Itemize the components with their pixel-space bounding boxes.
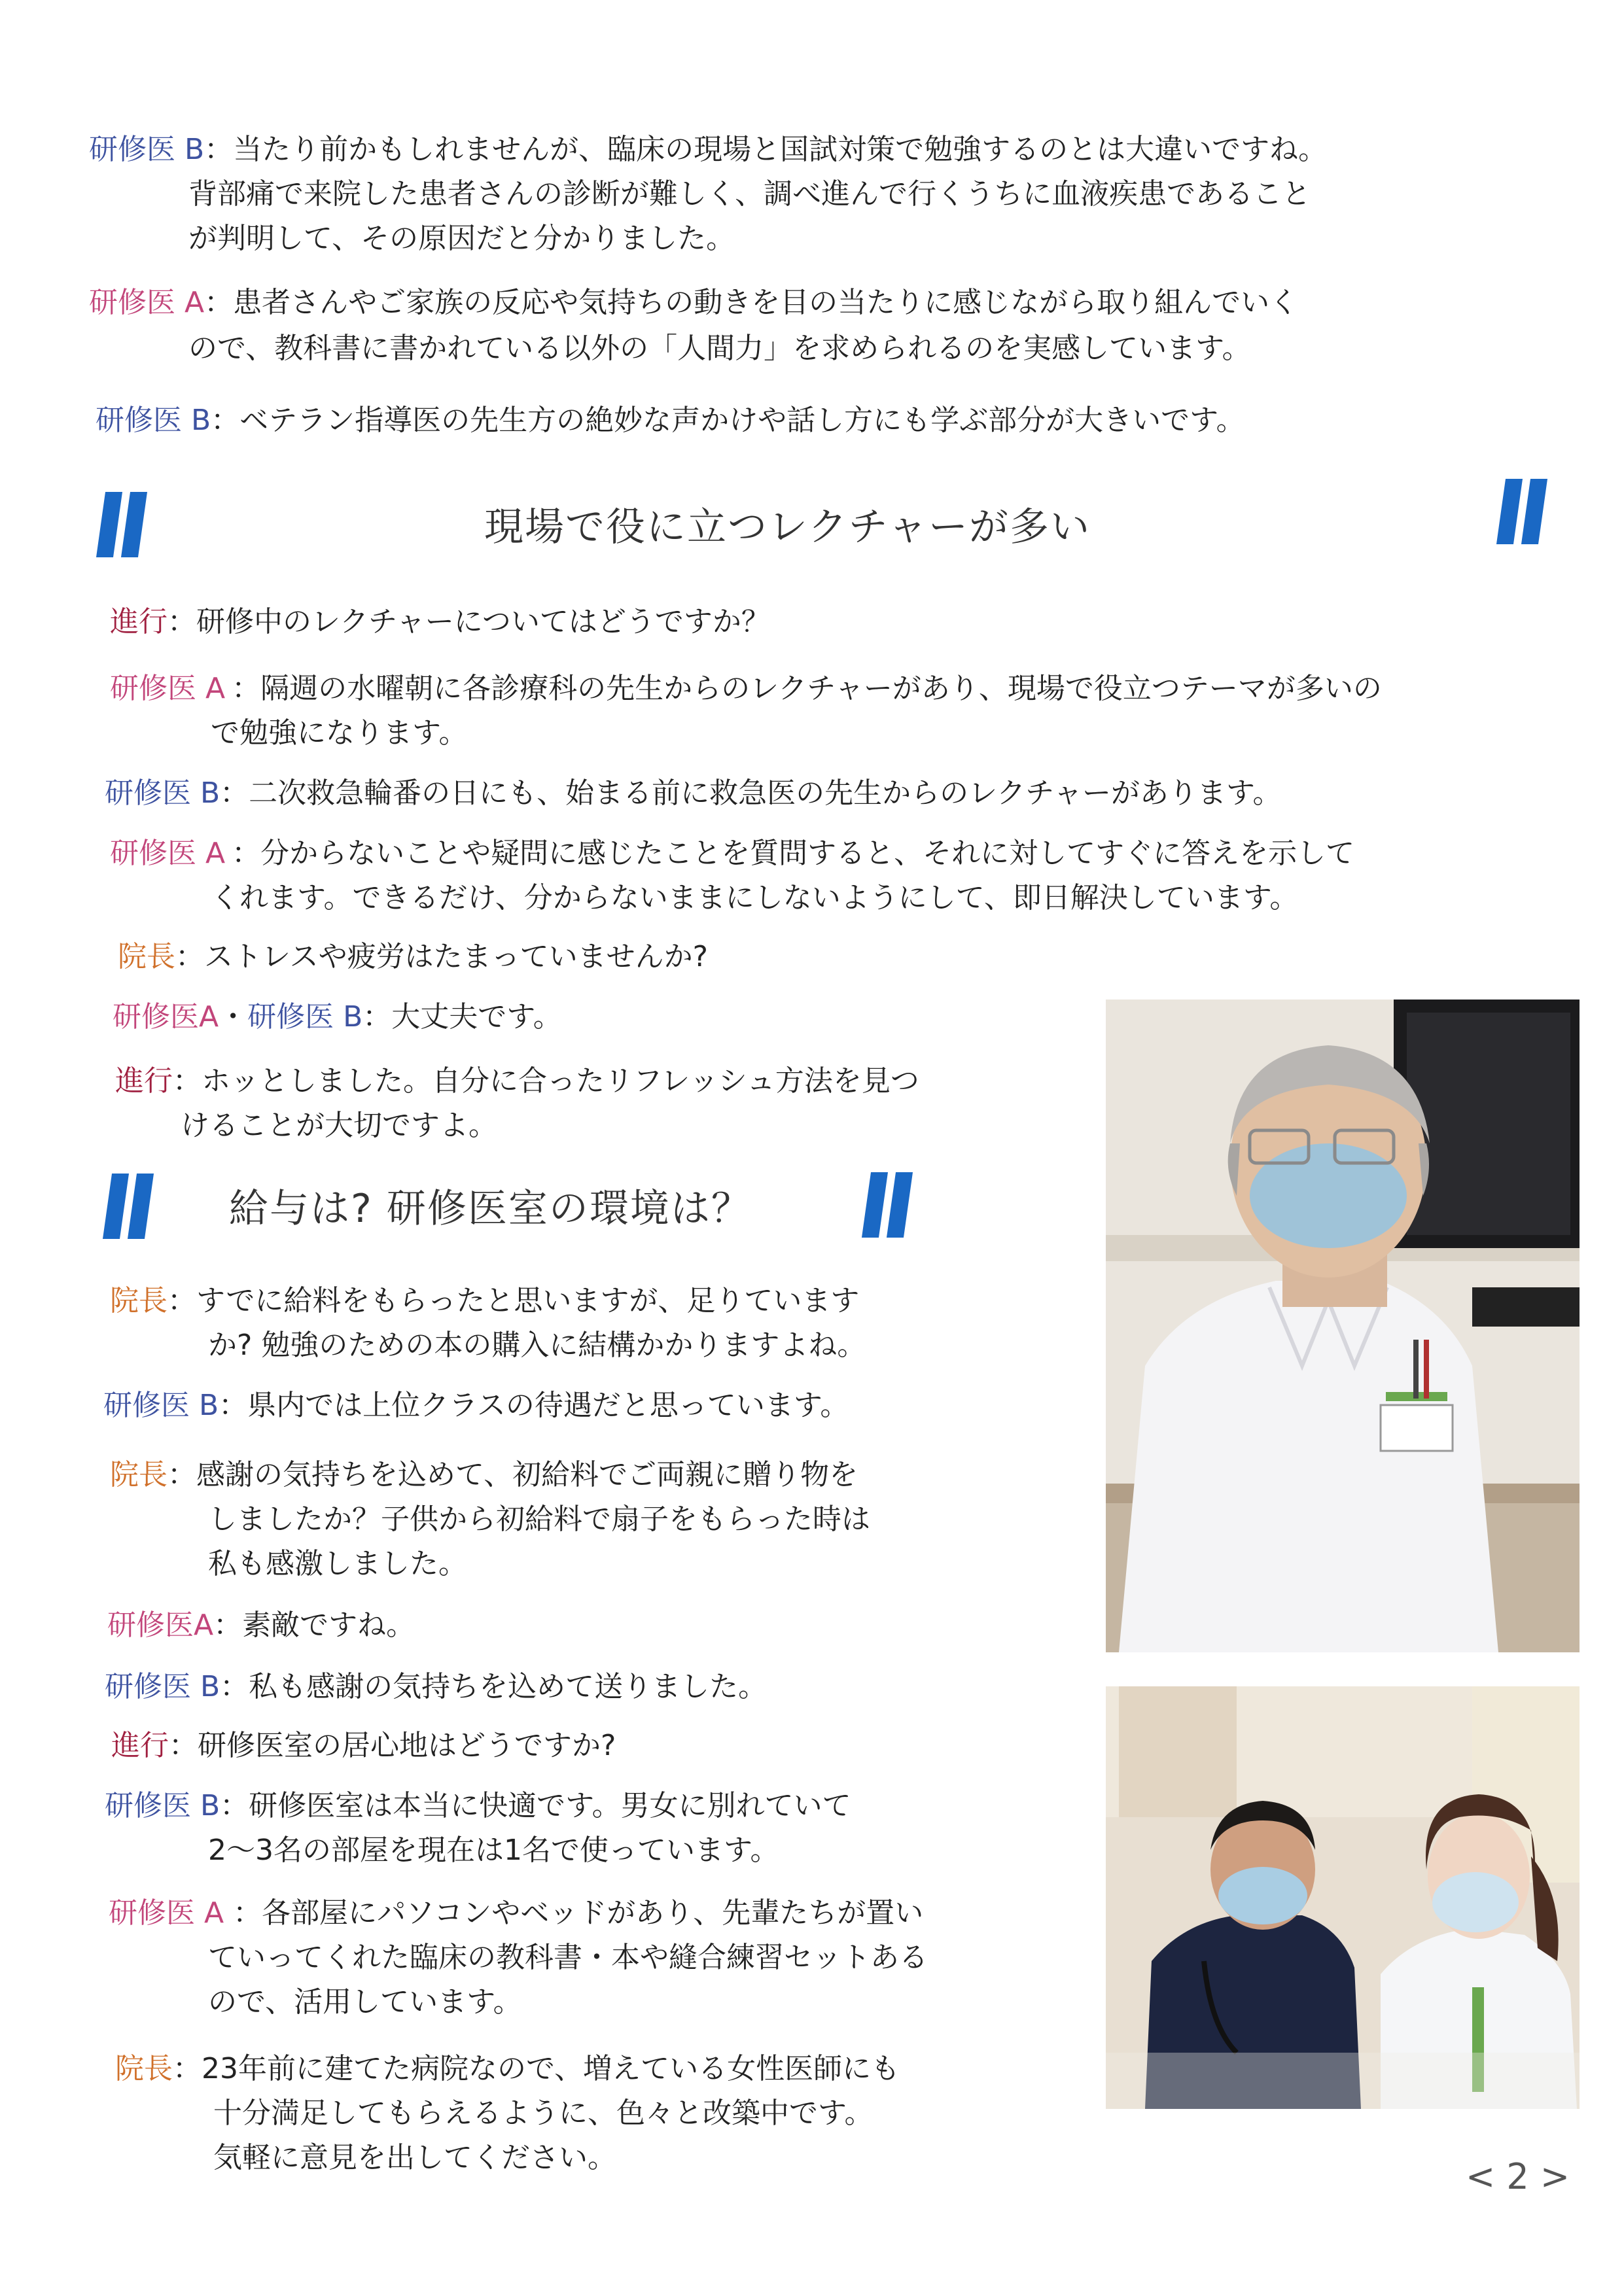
- dialogue-line: 研修医A：素敵ですね。: [107, 1609, 415, 1642]
- speaker-trainee-a: 研修医 A: [110, 672, 226, 705]
- dialogue-line: 研修医 A ：各部屋にパソコンやベッドがあり、先輩たちが置い: [109, 1896, 924, 1930]
- photo-trainees-illustration: [1106, 1686, 1580, 2109]
- dialogue-line: 院長：感謝の気持ちを込めて、初給料でご両親に贈り物を: [110, 1458, 858, 1491]
- speaker-moderator: 進行: [110, 605, 168, 638]
- dialogue-line: 研修医 B：県内では上位クラスの待遇だと思っています。: [103, 1389, 849, 1422]
- dialogue-continuation: で勉強になります。: [211, 716, 468, 750]
- dialogue-line: 院長：すでに給料をもらったと思いますが、足りています: [110, 1284, 860, 1317]
- dialogue-continuation: 十分満足してもらえるように、色々と改築中です。: [213, 2096, 874, 2130]
- dialogue-line: 研修医 A ：分からないことや疑問に感じたことを質問すると、それに対してすぐに答えを示して: [110, 837, 1355, 870]
- dialogue-line: 進行：ホッとしました。自分に合ったリフレッシュ方法を見つ: [115, 1064, 919, 1098]
- dialogue-continuation: 私も感激しました。: [208, 1547, 467, 1580]
- dialogue-line: 研修医 B：ベテラン指導医の先生方の絶妙な声かけや話し方にも学ぶ部分が大きいです。: [96, 404, 1245, 437]
- dialogue-line: 研修医 B：当たり前かもしれませんが、臨床の現場と国試対策で勉強するのとは大違いですね。: [89, 133, 1328, 166]
- speaker-moderator: 進行: [115, 1064, 173, 1098]
- speaker-trainee-a: 研修医A: [107, 1609, 214, 1642]
- speaker-director: 院長: [110, 1458, 168, 1491]
- speaker-trainee-b: 研修医 B: [105, 1789, 221, 1822]
- dialogue-continuation: ので、教科書に書かれている以外の「人間力」を求められるのを実感しています。: [188, 332, 1251, 365]
- dialogue-continuation: が判明して、その原因だと分かりました。: [188, 222, 735, 255]
- photo-director-illustration: [1106, 1000, 1580, 1652]
- speaker-trainee-a: 研修医A: [113, 1000, 219, 1034]
- dialogue-continuation: くれます。できるだけ、分からないままにしないようにして、即日解決しています。: [211, 881, 1299, 914]
- speaker-trainee-b: 研修医 B: [105, 776, 221, 810]
- photo-director: [1106, 1000, 1580, 1652]
- speaker-trainee-a: 研修医 A: [89, 286, 205, 319]
- speaker-trainee-b: 研修医 B: [89, 133, 205, 166]
- dialogue-continuation: 2〜3名の部屋を現在は1名で使っています。: [208, 1834, 779, 1867]
- quote-mark-close-icon: [864, 1172, 911, 1238]
- speaker-trainee-b: 研修医 B: [105, 1670, 221, 1703]
- speaker-moderator: 進行: [111, 1729, 169, 1762]
- dialogue-line: 研修医 A ：隔週の水曜朝に各診療科の先生からのレクチャーがあり、現場で役立つテーマが多いの: [110, 672, 1382, 705]
- photo-trainees: [1106, 1686, 1580, 2109]
- speaker-trainee-b: 研修医 B: [103, 1389, 219, 1422]
- dialogue-continuation: しましたか？子供から初給料で扇子をもらった時は: [208, 1503, 870, 1536]
- dialogue-line: 研修医 B：二次救急輪番の日にも、始まる前に救急医の先生からのレクチャーがあります。: [105, 776, 1282, 810]
- dialogue-line: 研修医A・研修医 B：大丈夫です。: [113, 1000, 562, 1034]
- quote-mark-open-icon: [105, 1174, 152, 1239]
- dialogue-line: 進行：研修医室の居心地はどうですか?: [111, 1729, 616, 1762]
- speaker-trainee-a: 研修医 A: [110, 837, 226, 870]
- section-heading-salary: 給与は? 研修医室の環境は？: [229, 1186, 752, 1232]
- dialogue-continuation: 気軽に意見を出してください。: [213, 2141, 616, 2174]
- dialogue-line: 院長：23年前に建てた病院なので、増えている女性医師にも: [115, 2052, 900, 2085]
- dialogue-continuation: か? 勉強のための本の購入に結構かかりますよね。: [208, 1329, 866, 1362]
- speaker-director: 院長: [118, 940, 175, 973]
- dialogue-line: 研修医 B：研修医室は本当に快適です。男女に別れていて: [105, 1789, 851, 1822]
- quote-mark-open-icon: [98, 492, 145, 557]
- dialogue-line: 院長：ストレスや疲労はたまっていませんか?: [118, 940, 709, 973]
- dialogue-line: 研修医 A：患者さんやご家族の反応や気持ちの動きを目の当たりに感じながら取り組んでいく: [89, 286, 1299, 319]
- dialogue-continuation: けることが大切ですよ。: [181, 1109, 497, 1142]
- page-number: < 2 >: [1466, 2156, 1570, 2197]
- dialogue-continuation: ので、活用しています。: [208, 1985, 522, 2019]
- speaker-director: 院長: [110, 1284, 168, 1317]
- speaker-trainee-a: 研修医 A: [109, 1896, 224, 1930]
- speaker-trainee-b: 研修医 B: [96, 404, 211, 437]
- speaker-trainee-b: 研修医 B: [247, 1000, 363, 1034]
- section-heading-lectures: 現場で役に立つレクチャーが多い: [484, 504, 1091, 550]
- dialogue-continuation: ていってくれた臨床の教科書・本や縫合練習セットある: [208, 1941, 928, 1974]
- dialogue-line: 研修医 B：私も感謝の気持ちを込めて送りました。: [105, 1670, 768, 1703]
- dialogue-continuation: 背部痛で来院した患者さんの診断が難しく、調べ進んで行くうちに血液疾患であること: [188, 177, 1311, 211]
- dialogue-line: 進行：研修中のレクチャーについてはどうですか？: [110, 605, 770, 638]
- quote-mark-close-icon: [1498, 479, 1545, 544]
- speaker-director: 院長: [115, 2052, 173, 2085]
